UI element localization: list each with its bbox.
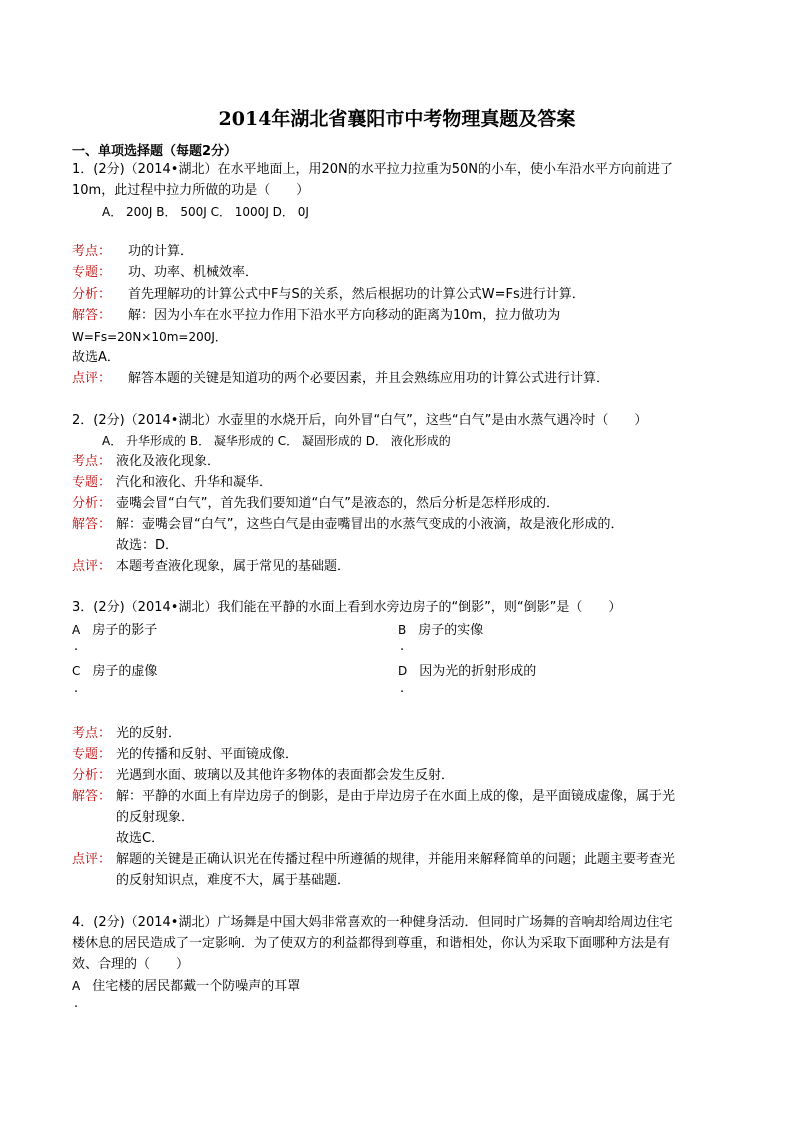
dianping-label: 点评： (72, 559, 112, 574)
q3-option-a-dot: . (74, 639, 79, 654)
dianping-label: 点评： (72, 371, 112, 386)
q1-fenxi: 分析： 首先理解功的计算公式中F与S的关系，然后根据功的计算公式W=Fs进行计算． (72, 285, 585, 305)
q2-stem: 2．(2分)（2014•湖北）水壶里的水烧开后，向外冒“白气”，这些“白气”是由水蒸气遇冷时（ ） (72, 413, 648, 428)
zhuanti-label: 专题： (72, 747, 112, 762)
jieda-label: 解答： (72, 308, 112, 323)
q3-jieda-line3: 故选C． (116, 831, 165, 846)
q1-jieda: 解答： 解：因为小车在水平拉力作用下沿水平方向移动的距离为10m，拉力做功为 (72, 306, 560, 326)
page-title: 2014年湖北省襄阳市中考物理真题及答案 (218, 108, 576, 130)
q1-jieda-line3: 故选A． (72, 350, 120, 365)
q2-dianping: 点评： 本题考查液化现象，属于常见的基础题． (72, 557, 350, 577)
jieda-label: 解答： (72, 789, 112, 804)
q2-jieda-line2: 故选：D． (116, 538, 179, 553)
q1-zhuanti: 专题： 功、功率、机械效率． (72, 263, 258, 283)
q4-stem-line3: 效、合理的（ ） (72, 957, 190, 972)
fenxi-label: 分析： (72, 287, 112, 302)
section-heading: 一、单项选择题（每题2分） (72, 144, 238, 159)
q2-jieda: 解答： 解：壶嘴会冒“白气”，这些白气是由壶嘴冒出的水蒸气变成的小液滴，故是液化形成的． (72, 515, 623, 535)
q3-option-c: C 房子的虚像 (72, 664, 158, 679)
jieda-label: 解答： (72, 517, 112, 532)
q3-option-a: A 房子的影子 (72, 623, 158, 638)
q2-zhuanti: 专题： 汽化和液化、升华和凝华． (72, 473, 272, 493)
q3-kaodian: 考点： 光的反射． (72, 724, 181, 744)
q3-fenxi: 分析： 光遇到水面、玻璃以及其他许多物体的表面都会发生反射． (72, 766, 454, 786)
q1-jieda-line2: W=Fs=20N×10m=200J． (72, 330, 227, 344)
q3-option-d-dot: . (400, 681, 405, 696)
q3-dianping: 点评： 解题的关键是正确认识光在传播过程中所遵循的规律，并能用来解释简单的问题；此题主要考查光 (72, 850, 675, 870)
q4-stem-line2: 楼休息的居民造成了一定影响．为了使双方的利益都得到尊重，和谐相处，你认为采取下面哪种方法是有 (72, 936, 671, 951)
q2-kaodian: 考点： 液化及液化现象． (72, 452, 220, 472)
q1-kaodian: 考点： 功的计算． (72, 242, 193, 262)
kaodian-label: 考点： (72, 726, 112, 741)
q3-option-b: B 房子的实像 (398, 623, 484, 638)
fenxi-label: 分析： (72, 768, 112, 783)
q4-option-a-dot: . (74, 996, 79, 1011)
q4-stem-line1: 4．(2分)（2014•湖北）广场舞是中国大妈非常喜欢的一种健身活动．但同时广场舞的音响却给周边住宅 (72, 915, 673, 930)
zhuanti-label: 专题： (72, 265, 112, 280)
q3-option-c-dot: . (74, 681, 79, 696)
q3-jieda: 解答： 解：平静的水面上有岸边房子的倒影，是由于岸边房子在水面上成的像，是平面镜成虚像，属于光 (72, 787, 675, 807)
q1-stem-line1: 1．(2分)（2014•湖北）在水平地面上，用20N的水平拉力拉重为50N的小车，使小车沿水平方向前进了 (72, 162, 673, 177)
q1-stem-line2: 10m，此过程中拉力所做的功是（ ） (72, 183, 310, 198)
q3-option-d: D 因为光的折射形成的 (398, 664, 537, 679)
zhuanti-label: 专题： (72, 475, 112, 490)
q3-stem: 3．(2分)（2014•湖北）我们能在平静的水面上看到水旁边房子的“倒影”，则“倒影”是（ ） (72, 600, 622, 615)
q2-options: A． 升华形成的 B． 凝华形成的 C． 凝固形成的 D． 液化形成的 (102, 434, 451, 448)
dianping-label: 点评： (72, 852, 112, 867)
q3-option-b-dot: . (400, 639, 405, 654)
kaodian-label: 考点： (72, 244, 112, 259)
q2-fenxi: 分析： 壶嘴会冒“白气”，首先我们要知道“白气”是液态的，然后分析是怎样形成的． (72, 494, 559, 514)
q3-jieda-line2: 的反射现象． (116, 810, 195, 825)
q3-zhuanti: 专题： 光的传播和反射、平面镜成像． (72, 745, 298, 765)
q1-dianping: 点评： 解答本题的关键是知道功的两个必要因素，并且会熟练应用功的计算公式进行计算． (72, 369, 609, 389)
kaodian-label: 考点： (72, 454, 112, 469)
q4-option-a: A 住宅楼的居民都戴一个防噪声的耳罩 (72, 979, 301, 994)
q3-dianping-line2: 的反射知识点，难度不大，属于基础题． (116, 873, 351, 888)
q1-options: A． 200J B． 500J C． 1000J D． 0J (102, 205, 309, 219)
fenxi-label: 分析： (72, 496, 112, 511)
